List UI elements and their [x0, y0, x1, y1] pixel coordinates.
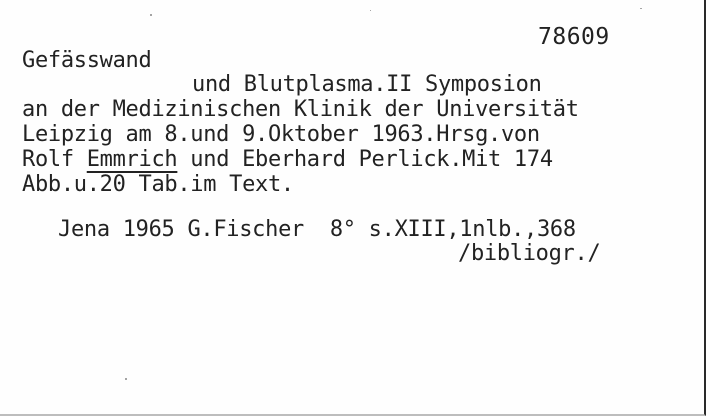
speck [640, 8, 642, 9]
title-line-3: an der Medizinischen Klinik der Universität [22, 97, 579, 122]
bibliography-note: /bibliogr./ [458, 241, 601, 266]
illustrations-line: Abb.u.20 Tab.im Text. [22, 172, 294, 197]
speck [150, 14, 152, 16]
title-line-1: Gefässwand [22, 48, 152, 73]
imprint-line: Jena 1965 G.Fischer 8° s.XIII,1nlb.,368 [58, 217, 576, 242]
editors-suffix: und Eberhard Perlick.Mit 174 [177, 147, 553, 172]
editors-prefix: Rolf [22, 147, 87, 172]
title-line-4: Leipzig am 8.und 9.Oktober 1963.Hrsg.von [22, 122, 540, 147]
speck [370, 10, 371, 11]
title-line-2: und Blutplasma.II Symposion [192, 72, 542, 97]
editors-line [22, 147, 553, 173]
editor-surname: Emmrich [86, 147, 178, 172]
speck [125, 378, 127, 380]
accession-number: 78609 [538, 24, 610, 50]
